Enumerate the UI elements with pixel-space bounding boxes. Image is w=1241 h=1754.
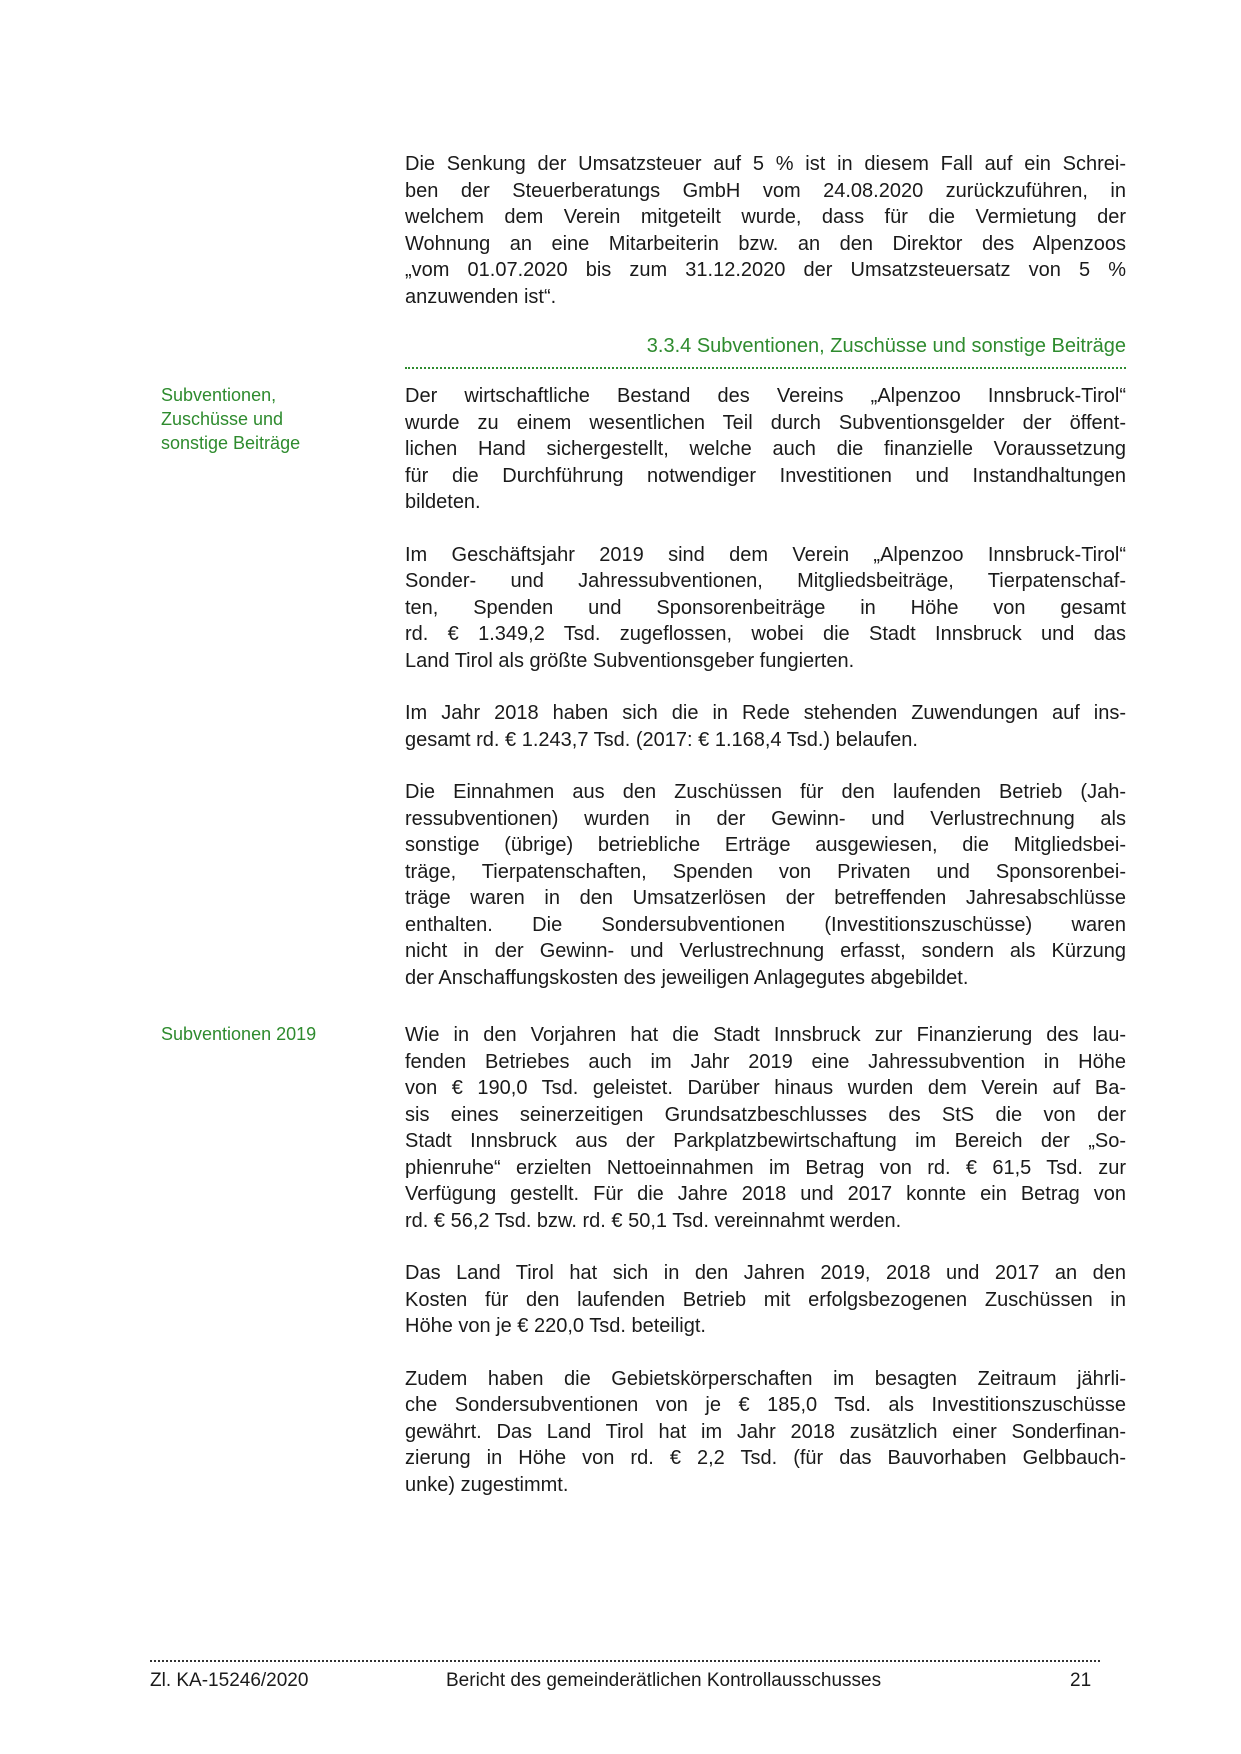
paragraph (405, 1260, 1126, 1340)
text-line: Im Jahr 2018 haben sich die in Rede stehenden Zuwendungen auf ins- (405, 702, 1126, 724)
text-line: zierung in Höhe von rd. € 2,2 Tsd. (für das Bauvorhaben Gelbbauch- (405, 1447, 1126, 1469)
text-line: sonstige (übrige) betriebliche Erträge ausgewiesen, die Mitgliedsbei- (405, 834, 1126, 856)
text-line: Im Geschäftsjahr 2019 sind dem Verein „Alpenzoo Innsbruck-Tirol“ (405, 543, 1126, 566)
text-line: Zudem haben die Gebietskörperschaften im besagten Zeitraum jährli- (405, 1367, 1126, 1390)
text-line: für die Durchführung notwendiger Investitionen und Instandhaltungen (405, 464, 1126, 487)
margin-note-line: Zuschüsse und (161, 409, 284, 429)
text-line: Kosten für den laufenden Betrieb mit erfolgsbezogenen Zuschüssen in (405, 1288, 1126, 1311)
text-line: enthalten. Die Sondersubventionen (Investitionszuschüsse) waren (405, 913, 1126, 936)
text-line: gewährt. Das Land Tirol hat im Jahr 2018 zusätzlich einer Sonderfinan- (405, 1420, 1126, 1443)
text-line: fenden Betriebes auch im Jahr 2019 eine Jahressubvention in Höhe (405, 1050, 1126, 1073)
footer-divider (150, 1660, 1100, 1662)
paragraph (405, 779, 1126, 991)
paragraph (405, 383, 1126, 516)
paragraph (405, 151, 1126, 310)
text-line: Das Land Tirol hat sich in den Jahren 2019, 2018 und 2017 an den (405, 1262, 1126, 1284)
paragraph (405, 700, 1126, 753)
text-line: Stadt Innsbruck aus der Parkplatzbewirtschaftung im Bereich der „So- (405, 1130, 1126, 1152)
text-line: phienruhe“ erzielten Nettoeinnahmen im Betrag von rd. € 61,5 Tsd. zur (405, 1156, 1126, 1179)
text-line: träge, Tierpatenschaften, Spenden von Privaten und Sponsorenbei- (405, 860, 1126, 883)
paragraph (405, 542, 1126, 675)
text-line: wurde zu einem wesentlichen Teil durch Subventionsgelder der öffent- (405, 411, 1126, 434)
text-line: Der wirtschaftliche Bestand des Vereins „Alpenzoo Innsbruck-Tirol“ (405, 385, 1126, 407)
text-line: bildeten. (405, 491, 481, 513)
paragraph (405, 1366, 1126, 1499)
text-line: rd. € 56,2 Tsd. bzw. rd. € 50,1 Tsd. vereinnahmt werden. (405, 1209, 902, 1232)
text-line: Verfügung gestellt. Für die Jahre 2018 und 2017 konnte ein Betrag von (405, 1183, 1126, 1205)
body-paragraphs-b (405, 1022, 1126, 1524)
text-line: anzuwenden ist“. (405, 285, 557, 308)
margin-note-line: sonstige Beiträge (161, 433, 301, 453)
intro-paragraphs (405, 151, 1126, 336)
text-line: ben der Steuerberatungs GmbH vom 24.08.2020 zurückzuführen, in (405, 179, 1126, 202)
text-line: Wie in den Vorjahren hat die Stadt Innsbruck zur Finanzierung des lau- (405, 1024, 1126, 1046)
page-number: 21 (1070, 1670, 1092, 1691)
text-line: ten, Spenden und Sponsorenbeiträge in Höhe von gesamt (405, 596, 1126, 619)
text-line: welchem dem Verein mitgeteilt wurde, dass für die Vermietung der (405, 206, 1126, 228)
margin-note-line: Subventionen, (161, 385, 277, 405)
heading-divider (405, 367, 1126, 369)
footer-reference: Zl. KA-15246/2020 (150, 1670, 309, 1691)
paragraph (405, 1022, 1126, 1234)
text-line: von € 190,0 Tsd. geleistet. Darüber hinaus wurden dem Verein auf Ba- (405, 1077, 1126, 1099)
text-line: unke) zugestimmt. (405, 1473, 569, 1496)
section-heading: 3.3.4 Subventionen, Zuschüsse und sonstige Beiträge (646, 335, 1126, 357)
text-line: gesamt rd. € 1.243,7 Tsd. (2017: € 1.168,4 Tsd.) belaufen. (405, 728, 918, 751)
margin-note-subventionen (161, 383, 300, 455)
text-line: sis eines seinerzeitigen Grundsatzbeschlusses des StS die von der (405, 1103, 1126, 1126)
text-line: rd. € 1.349,2 Tsd. zugeflossen, wobei die Stadt Innsbruck und das (405, 623, 1126, 645)
text-line: ressubventionen) wurden in der Gewinn- und Verlustrechnung als (405, 807, 1126, 830)
text-line: der Anschaffungskosten des jeweiligen Anlagegutes abgebildet. (405, 966, 969, 989)
text-line: Die Senkung der Umsatzsteuer auf 5 % ist in diesem Fall auf ein Schrei- (405, 153, 1126, 175)
text-line: träge waren in den Umsatzerlösen der betreffenden Jahresabschlüsse (405, 887, 1126, 909)
text-line: Land Tirol als größte Subventionsgeber fungierten. (405, 649, 855, 672)
margin-note-subventionen-2019: Subventionen 2019 (161, 1024, 317, 1044)
text-line: Sonder- und Jahressubventionen, Mitgliedsbeiträge, Tierpatenschaf- (405, 570, 1126, 592)
text-line: „vom 01.07.2020 bis zum 31.12.2020 der Umsatzsteuersatz von 5 % (405, 259, 1126, 281)
text-line: nicht in der Gewinn- und Verlustrechnung erfasst, sondern als Kürzung (405, 940, 1126, 962)
text-line: Höhe von je € 220,0 Tsd. beteiligt. (405, 1315, 706, 1337)
text-line: Wohnung an eine Mitarbeiterin bzw. an den Direktor des Alpenzoos (405, 232, 1126, 255)
text-line: che Sondersubventionen von je € 185,0 Tsd. als Investitionszuschüsse (405, 1394, 1126, 1416)
body-paragraphs-a (405, 383, 1126, 1017)
footer-title: Bericht des gemeinderätlichen Kontrollausschusses (446, 1670, 882, 1691)
text-line: lichen Hand sichergestellt, welche auch die finanzielle Voraussetzung (405, 438, 1126, 460)
text-line: Die Einnahmen aus den Zuschüssen für den laufenden Betrieb (Jah- (405, 781, 1126, 803)
